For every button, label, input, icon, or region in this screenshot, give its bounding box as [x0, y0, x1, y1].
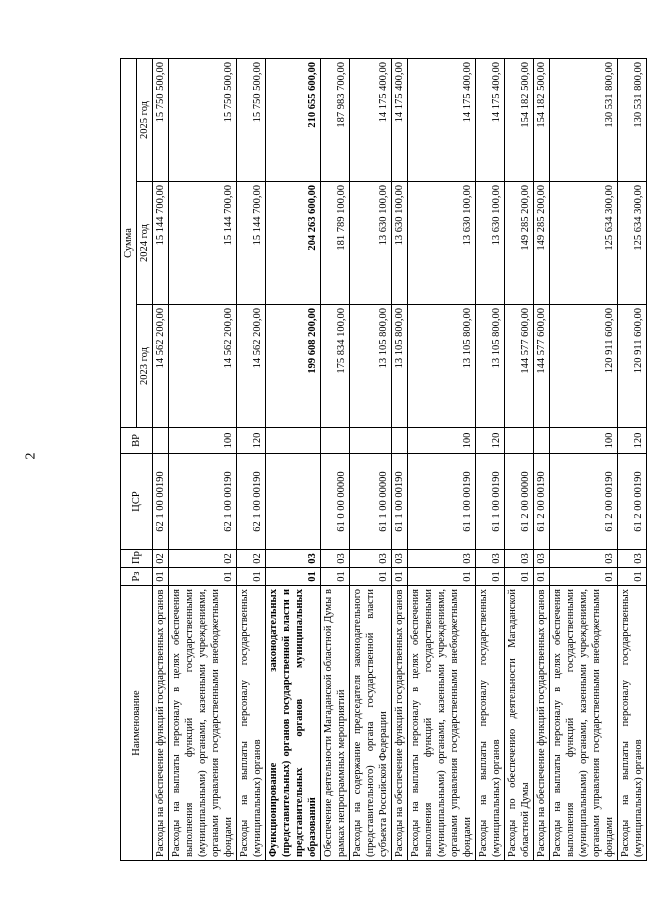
cell-rz: 01: [266, 568, 321, 586]
table-row: [618, 58, 647, 860]
header-rz: Рз: [121, 568, 153, 586]
cell-y2023: 13 105 800,00: [408, 305, 476, 428]
cell-rz: 01: [550, 568, 618, 586]
cell-pr: 02: [153, 550, 169, 568]
cell-csr: 61 1 00 00000: [350, 454, 392, 550]
cell-pr: 03: [505, 550, 534, 568]
cell-rz: 01: [505, 568, 534, 586]
cell-y2024: 15 144 700,00: [237, 182, 266, 305]
table-row: [350, 58, 392, 860]
cell-csr: 61 2 00 00190: [550, 454, 618, 550]
cell-y2024: 204 263 600,00: [266, 182, 321, 305]
header-2025: 2025 год: [137, 58, 153, 181]
header-vr: ВР: [121, 428, 153, 454]
table-row: [534, 58, 550, 860]
header-2023: 2023 год: [137, 305, 153, 428]
cell-pr: 03: [476, 550, 505, 568]
cell-y2023: 13 105 800,00: [392, 305, 408, 428]
cell-csr: 61 1 00 00190: [408, 454, 476, 550]
header-2024: 2024 год: [137, 182, 153, 305]
cell-pr: 03: [550, 550, 618, 568]
cell-rz: 01: [534, 568, 550, 586]
cell-name: Расходы на выплаты персоналу в целях обеспечения выполнения функций государственными (муниципальными) органами, казенными учреждениями, органами управления государственными внебюджетными фондами: [408, 586, 476, 861]
cell-y2025: 14 175 400,00: [350, 58, 392, 181]
table-header-row: [121, 58, 137, 860]
cell-csr: 61 1 00 00190: [476, 454, 505, 550]
page-number: 2: [23, 452, 39, 460]
cell-y2023: 14 562 200,00: [237, 305, 266, 428]
cell-rz: 01: [321, 568, 350, 586]
cell-vr: [350, 428, 392, 454]
cell-y2024: 181 789 100,00: [321, 182, 350, 305]
table-row: [237, 58, 266, 860]
cell-rz: 01: [153, 568, 169, 586]
budget-table-container: [120, 59, 644, 861]
cell-y2025: 14 175 400,00: [476, 58, 505, 181]
cell-rz: 01: [408, 568, 476, 586]
cell-y2023: 144 577 600,00: [534, 305, 550, 428]
cell-csr: 62 1 00 00190: [237, 454, 266, 550]
cell-vr: 120: [476, 428, 505, 454]
table-row: [153, 58, 169, 860]
header-csr: ЦСР: [121, 454, 153, 550]
cell-csr: 61 2 00 00190: [534, 454, 550, 550]
cell-name: Расходы на выплаты персоналу государственных (муниципальных) органов: [476, 586, 505, 861]
cell-y2025: 15 750 500,00: [153, 58, 169, 181]
cell-y2023: 13 105 800,00: [350, 305, 392, 428]
cell-pr: 02: [237, 550, 266, 568]
cell-y2024: 15 144 700,00: [169, 182, 237, 305]
header-name: Наименование: [121, 586, 153, 861]
table-row: [392, 58, 408, 860]
cell-csr: 61 1 00 00190: [392, 454, 408, 550]
cell-csr: 61 2 00 00190: [618, 454, 647, 550]
cell-y2024: 149 285 200,00: [505, 182, 534, 305]
cell-name: Расходы на выплаты персоналу государственных (муниципальных) органов: [237, 586, 266, 861]
cell-vr: 100: [169, 428, 237, 454]
cell-y2024: 149 285 200,00: [534, 182, 550, 305]
cell-y2025: 14 175 400,00: [392, 58, 408, 181]
cell-name: Расходы на выплаты персоналу в целях обеспечения выполнения функций государственными (муниципальными) органами, казенными учреждениями, органами управления государственными внебюджетными фондами: [550, 586, 618, 861]
cell-y2024: 13 630 100,00: [392, 182, 408, 305]
cell-pr: 02: [169, 550, 237, 568]
table-row: [550, 58, 618, 860]
cell-rz: 01: [169, 568, 237, 586]
cell-name: Расходы на обеспечение функций государственных органов: [392, 586, 408, 861]
cell-y2025: 14 175 400,00: [408, 58, 476, 181]
cell-vr: [534, 428, 550, 454]
cell-csr: [266, 454, 321, 550]
cell-rz: 01: [237, 568, 266, 586]
cell-vr: [505, 428, 534, 454]
table-row: [169, 58, 237, 860]
cell-vr: 100: [550, 428, 618, 454]
cell-vr: [266, 428, 321, 454]
cell-vr: [392, 428, 408, 454]
cell-y2025: 154 182 500,00: [534, 58, 550, 181]
cell-pr: 03: [534, 550, 550, 568]
cell-pr: 03: [618, 550, 647, 568]
table-row: [266, 58, 321, 860]
cell-vr: 100: [408, 428, 476, 454]
cell-rz: 01: [350, 568, 392, 586]
cell-rz: 01: [392, 568, 408, 586]
table-row: [505, 58, 534, 860]
cell-name: Обеспечение деятельности Магаданской областной Думы в рамках непрограммных мероприятий: [321, 586, 350, 861]
cell-name: Расходы на обеспечение функций государственных органов: [534, 586, 550, 861]
cell-y2023: 14 562 200,00: [153, 305, 169, 428]
cell-name: Расходы на выплаты персоналу государственных (муниципальных) органов: [618, 586, 647, 861]
cell-y2025: 15 750 500,00: [237, 58, 266, 181]
cell-y2023: 175 834 100,00: [321, 305, 350, 428]
cell-vr: 120: [618, 428, 647, 454]
cell-y2023: 199 608 200,00: [266, 305, 321, 428]
cell-y2023: 13 105 800,00: [476, 305, 505, 428]
table-body: [153, 58, 647, 860]
cell-csr: 61 0 00 00000: [321, 454, 350, 550]
cell-y2025: 154 182 500,00: [505, 58, 534, 181]
cell-name: Расходы на содержание председателя законодательного (представительного) органа государственной власти субъекта Российской Федерации: [350, 586, 392, 861]
cell-pr: 03: [350, 550, 392, 568]
cell-csr: 62 1 00 00190: [169, 454, 237, 550]
cell-y2024: 15 144 700,00: [153, 182, 169, 305]
cell-pr: 03: [392, 550, 408, 568]
budget-table: [120, 58, 647, 861]
cell-vr: 120: [237, 428, 266, 454]
cell-y2025: 15 750 500,00: [169, 58, 237, 181]
cell-y2023: 14 562 200,00: [169, 305, 237, 428]
cell-pr: 03: [266, 550, 321, 568]
cell-name: Расходы на обеспечение функций государственных органов: [153, 586, 169, 861]
cell-y2023: 120 911 600,00: [618, 305, 647, 428]
table-row: [476, 58, 505, 860]
cell-y2024: 125 634 300,00: [618, 182, 647, 305]
cell-name: Расходы по обеспечению деятельности Магаданской областной Думы: [505, 586, 534, 861]
cell-y2023: 120 911 600,00: [550, 305, 618, 428]
table-row: [408, 58, 476, 860]
table-row: [321, 58, 350, 860]
cell-y2025: 130 531 800,00: [550, 58, 618, 181]
cell-pr: 03: [408, 550, 476, 568]
cell-pr: 03: [321, 550, 350, 568]
cell-name: Расходы на выплаты персоналу в целях обеспечения выполнения функций государственными (муниципальными) органами, казенными учреждениями, органами управления государственными внебюджетными фондами: [169, 586, 237, 861]
cell-y2024: 13 630 100,00: [408, 182, 476, 305]
cell-csr: 61 2 00 00000: [505, 454, 534, 550]
cell-vr: [153, 428, 169, 454]
cell-y2024: 125 634 300,00: [550, 182, 618, 305]
cell-y2025: 130 531 800,00: [618, 58, 647, 181]
cell-rz: 01: [476, 568, 505, 586]
cell-rz: 01: [618, 568, 647, 586]
header-sum: Сумма: [121, 58, 137, 427]
cell-vr: [321, 428, 350, 454]
cell-name: Функционирование законодательных (представительных) органов государственной власти и представительных органов муниципальных образований: [266, 586, 321, 861]
cell-y2025: 187 983 700,00: [321, 58, 350, 181]
header-pr: Пр: [121, 550, 153, 568]
cell-y2025: 210 655 600,00: [266, 58, 321, 181]
cell-y2024: 13 630 100,00: [476, 182, 505, 305]
cell-csr: 62 1 00 00190: [153, 454, 169, 550]
cell-y2024: 13 630 100,00: [350, 182, 392, 305]
cell-y2023: 144 577 600,00: [505, 305, 534, 428]
